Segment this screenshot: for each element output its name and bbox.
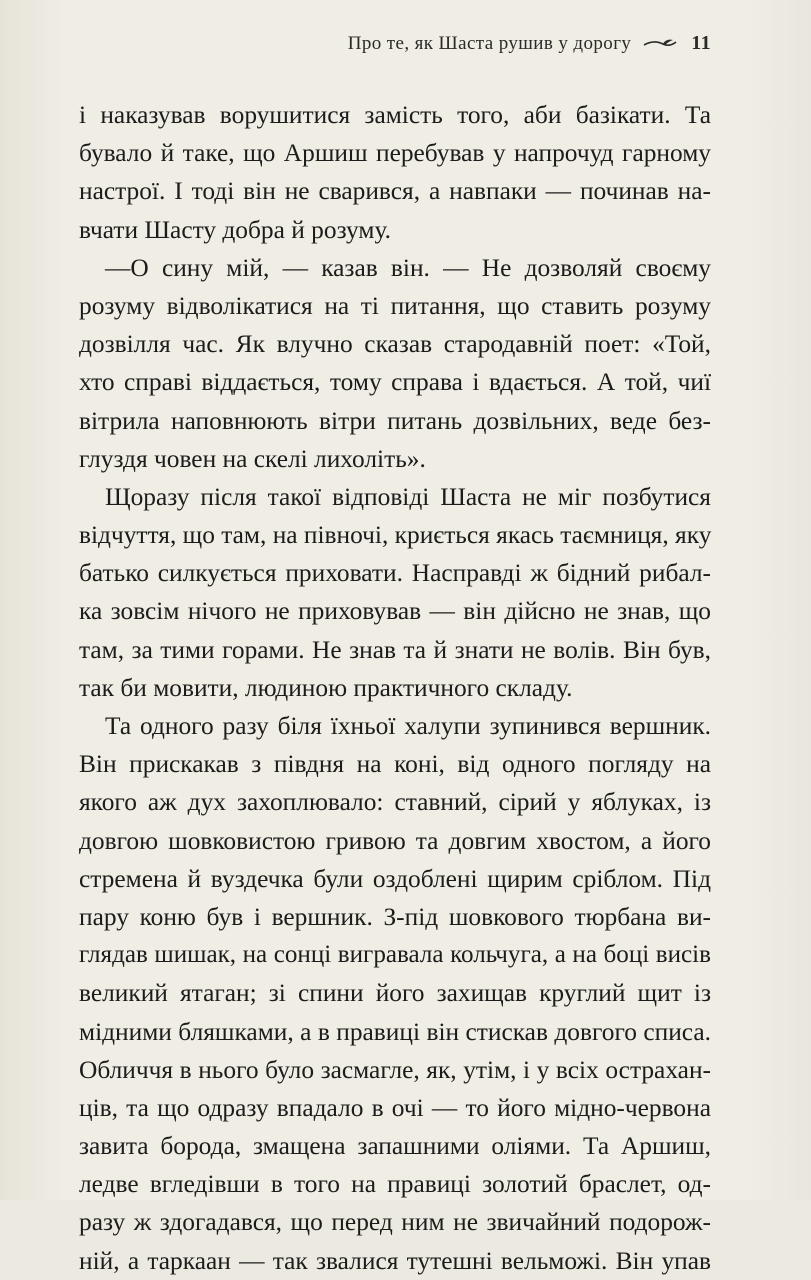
text-line: —О сину мій, — казав він. — Не дозволяй своєму bbox=[105, 253, 711, 282]
text-line: настрої. І тоді він не сварився, а навпаки — починав на- bbox=[79, 177, 711, 206]
text-line: Та одного разу біля їхньої халупи зупинився вершник. bbox=[105, 712, 711, 740]
text-line: пару коню був і вершник. З-під шовкового тюрбана ви- bbox=[79, 902, 711, 931]
running-header bbox=[348, 32, 711, 55]
text-line: ній, а таркаан — так звалися тутешні вельможі. Він упав bbox=[79, 1246, 711, 1275]
text-line: якого аж дух захоплювало: ставний, сірий у яблуках, із bbox=[79, 788, 711, 817]
text-line: дозвілля час. Як влучно сказав стародавній поет: «Той, bbox=[79, 330, 711, 359]
text-line: стремена й вуздечка були оздоблені щирим сріблом. Під bbox=[79, 864, 711, 893]
text-line: і наказував ворушитися замість того, аби базікати. Та bbox=[79, 101, 711, 129]
text-line: вітрила наповнюють вітри питань дозвільних, веде без- bbox=[79, 406, 711, 435]
text-line: глуздя човен на скелі лихоліть». bbox=[79, 444, 426, 473]
page-number: 11 bbox=[691, 32, 711, 54]
text-line: батько силкується приховати. Насправді ж бідний рибал- bbox=[79, 559, 711, 588]
text-line: мідними бляшками, а в правиці він стискав довгого списа. bbox=[79, 1017, 711, 1046]
body-text bbox=[79, 96, 711, 1280]
text-line: розуму відволікатися на ті питання, що ставить розуму bbox=[79, 291, 711, 320]
text-line: бувало й таке, що Аршиш перебував у напрочуд гарному bbox=[79, 139, 711, 168]
text-line: там, за тими горами. Не знав та й знати не волів. Він був, bbox=[79, 635, 711, 664]
text-line: вчати Шасту добра й розуму. bbox=[79, 215, 391, 244]
text-line: ка зовсім нічого не приховував — він дійсно не знав, що bbox=[79, 597, 711, 626]
text-line: Він прискакав з півдня на коні, від одного погляду на bbox=[79, 750, 711, 779]
text-line: разу ж здогадався, що перед ним не звичайний подорож- bbox=[79, 1208, 711, 1237]
text-line: завита борода, змащена запашними оліями. Та Аршиш, bbox=[79, 1132, 711, 1161]
text-line: Щоразу після такої відповіді Шаста не міг позбутися bbox=[105, 482, 711, 511]
text-line: Обличчя в нього було засмагле, як, утім, і у всіх острахан- bbox=[79, 1055, 711, 1084]
text-line: глядав шишак, на сонці вигравала кольчуга, а на боці висів bbox=[79, 941, 711, 969]
text-line: ців, та що одразу впадало в очі — то його мідно-червона bbox=[79, 1093, 711, 1122]
text-line: відчуття, що там, на півночі, криється якась таємниця, яку bbox=[79, 521, 712, 550]
text-line: великий ятаган; зі спини його захищав круглий щит із bbox=[79, 979, 711, 1008]
swash-ornament-icon bbox=[643, 38, 677, 50]
chapter-title: Про те, як Шаста рушив у дорогу bbox=[347, 32, 632, 54]
text-line: хто справі віддається, тому справа і вдається. А той, чиї bbox=[79, 368, 711, 397]
text-line: ледве вгледівши в того на правиці золотий браслет, од- bbox=[79, 1170, 711, 1199]
text-line: так би мовити, людиною практичного складу. bbox=[79, 673, 573, 702]
text-line: довгою шовковистою гривою та довгим хвостом, а його bbox=[79, 826, 711, 855]
